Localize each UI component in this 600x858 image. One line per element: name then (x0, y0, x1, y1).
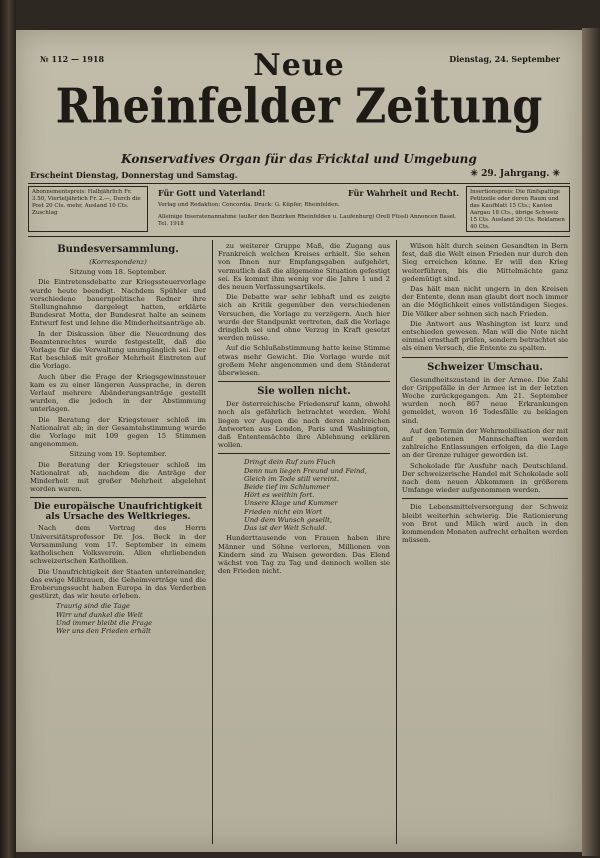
article-paragraph: Schokolade für Ausfuhr nach Deutschland. Der schweizerische Handel mit Schokolade soll nach dem neuen Abkommen in größerem Umfange wieder aufgenommen werden. (402, 461, 568, 495)
masthead-title-line1: Neue (253, 48, 345, 83)
article-paragraph: Der österreichische Friedensruf kann, obwohl noch als gefährlich betrachtet werden. Wohl liegen vor Augen die nach deren zahlreichen Antworten aus London, Paris und Washington, daß Ententemächte ihre Ablehnung erklären wollen. (218, 400, 390, 450)
ad-agency-line: Alleinige Inseratenannahme (außer den Bezirken Rheinfelden u. Laufenburg) Orell Füssli Annoncen Basel. Tel. 1918 (158, 214, 457, 227)
section-rule (218, 453, 390, 454)
article-paragraph: Wilson hält durch seinen Gesandten in Bern fest, daß die Welt einen Frieden nur durch den Sieg erreichen könne. Er will den Krieg weiterführen, bis die Mittelmächte ganz gedemütigt sind. (402, 242, 568, 283)
article-paragraph: Die Eintretensdebatte zur Kriegssteuervorlage wurde heute beendigt. Nachdem Spühler und verschiedene bauernpolitische Redner ihre Stellungnahme dargelegt hatten, erklärte Bundesrat Motta, der Bundesrat halte an seinem Entwurf fest und lehne die Minderheitsanträge ab. (30, 278, 206, 328)
masthead-rule (28, 183, 570, 184)
article-paragraph: Die Lebensmittelversorgung der Schweiz bleibt weiterhin schwierig. Die Rationierung von Brot und Milch wird auch in den kommenden Monaten aufrecht erhalten werden müssen. (402, 503, 568, 545)
section-rule (218, 381, 390, 382)
article-paragraph: Gesundheitszustand in der Armee. Die Zahl der Grippefälle in der Armee ist in der letzten Woche zurückgegangen. Am 21. September wurden noch 867 neue Erkrankungen gemeldet, wovon 16 Todesfälle zu beklagen sind. (402, 375, 568, 425)
masthead-title-line2: Rheinfelder Zeitung (55, 79, 543, 135)
column-divider-2 (396, 240, 397, 844)
section-rule (402, 498, 568, 499)
article-byline: (Korrespondenz) (89, 258, 147, 266)
publisher-line: Verlag und Redaktion: Concordia. Druck: G. Küpfer, Rheinfelden. (158, 202, 340, 208)
column-3 (402, 242, 568, 842)
poem (218, 458, 390, 532)
info-bar (28, 186, 570, 234)
article-paragraph: Nach dem Vortrag des Herrn Universitätsprofessor Dr. Jos. Beck in der Versammlung vom 17. September in einem katholischen Volksverein. Allen ehrliebenden schweizerischen Katholiken. (30, 524, 206, 566)
article-paragraph: Die Beratung der Kriegsteuer schloß im Nationalrat ab; in der Gesamtabstimmung wurde die Vorlage mit 109 gegen 15 Stimmen angenommen. (30, 415, 206, 449)
advertising-rates-box: Insertionspreis: Die fünfspaltige Petitzeile oder deren Raum und das Kaufblatt 15 Cts.; Kanton Aargau 18 Cts., übrige Schweiz 15 Cts. Ausland 20 Cts. Reklamen 40 Cts. (466, 186, 570, 232)
poem-line: Und immer bleibt die Frage (56, 618, 153, 627)
motto-left: Für Gott und Vaterland! (158, 188, 266, 198)
article-headline-2: Die europäische Unaufrichtigkeit als Ursache des Weltkrieges. (33, 502, 203, 523)
article-paragraph: zu weiterer Gruppe Maß, die Zugang aus Frankreich welchen Kreises erhielt. Sie sehen von Ihnen nur Empfangsgaben aufgehört, vermutlich daß die allgemeine Situation gefestigt sei. Es kommt ihm wenig vor die Jahre 1 und 2 des neuen Verfassungsartikels. (218, 242, 390, 292)
issue-number: № 112 — 1918 (40, 54, 105, 64)
poem-line: Das ist der Welt Schuld. (244, 524, 327, 533)
article-paragraph: Die Beratung der Kriegsteuer schloß im Nationalrat ab, nachdem die Anträge der Minderheit mit großer Mehrheit abgelehnt worden waren. (30, 460, 206, 494)
volume-year: ✳ 29. Jahrgang. ✳ (470, 169, 560, 179)
info-bar-rule (28, 236, 570, 237)
poem-line: Wer uns den Frieden erhält (56, 626, 151, 635)
poem-line: Gleich im Tode still vereint. (244, 474, 340, 483)
article-paragraph: Hunderttausende von Frauen haben ihre Männer und Söhne verloren, Millionen von Kindern sind zu Waisen geworden. Das Elend wächst von Tag zu Tag und dennoch wollen sie den Frieden nicht. (218, 534, 390, 576)
poem (30, 602, 206, 635)
poem-line: Denn nun liegen Freund und Feind, (244, 466, 367, 475)
poem-line: Beide tief im Schlummer (244, 483, 330, 492)
poem-line: Dringt dein Ruf zum Fluch (244, 458, 336, 467)
section-rule (30, 497, 206, 498)
article-headline: Bundesversammlung. (57, 244, 179, 255)
article-headline: Schweizer Umschau. (427, 361, 543, 373)
page-edge (582, 28, 600, 856)
newspaper-page (16, 30, 582, 852)
article-paragraph: In der Diskussion über die Neuordnung des Beamtenrechtes wurde festgestellt, daß die Vorlage für die Verwaltung unumgänglich sei. Der Rat beschloß mit großer Mehrheit Eintreten auf die Vorlage. (30, 329, 206, 371)
session-date-2: Sitzung vom 19. September. (69, 450, 167, 459)
column-2 (218, 242, 390, 842)
article-paragraph: Die Unaufrichtigkeit der Staaten untereinander, das ewige Mißtrauen, die Geheimverträge und die Eroberungssucht haben Europa in das Verderben gestürzt, das wir heute erleben. (30, 567, 206, 601)
session-date: Sitzung vom 18. September. (69, 268, 167, 277)
article-paragraph: Das hält man nicht ungern in den Kreisen der Entente, denn man glaubt dort noch immer an die Möglichkeit eines vollständigen Sieges. Die Völker aber sehnen sich nach Frieden. (402, 285, 568, 318)
column-1 (30, 242, 206, 842)
article-paragraph: Die Debatte war sehr lebhaft und es zeigte sich an Kritik gegenüber den verschiedenen Versuchen, die Vorlage zu verzögern. Auch hier wurde der Standpunkt vertreten, daß die Vorlage dringlich sei und ohne Verzug in Kraft gesetzt werden müsse. (218, 293, 390, 343)
masthead-subtitle: Konservatives Organ für das Fricktal und Umgebung (121, 152, 477, 166)
book-binding (0, 0, 16, 858)
poem-line: Unsere Klage und Kummer (244, 499, 338, 508)
poem-line: Wirr und dunkel die Welt (56, 610, 143, 619)
issue-date: Dienstag, 24. September (449, 54, 560, 64)
column-divider-1 (212, 240, 213, 844)
article-paragraph: Die Antwort aus Washington ist kurz und entschieden gewesen. Man will die Note nicht einmal ernsthaft prüfen, sondern betrachtet sie als einen Versuch, die Entente zu spalten. (402, 319, 568, 353)
poem-line: Hört es weithin fort. (244, 491, 315, 500)
poem-line: Frieden nicht ein Wort (244, 507, 323, 516)
article-paragraph: Auf den Termin der Wehrmobilisation der mit auf gebotenen Mannschaften werden zahlreiche Entlassungen erfolgen, da die Lage an der Grenze ruhiger geworden ist. (402, 426, 568, 460)
motto-right: Für Wahrheit und Recht. (348, 188, 460, 198)
subscription-box: Abonnementspreis: Halbjährlich Fr. 3.50, Vierteljährlich Fr. 2.—, Durch die Post 20 Cts. mehr, Ausland 10 Cts. Zuschlag (28, 186, 148, 232)
section-rule (402, 357, 568, 358)
poem-line: Traurig sind die Tage (56, 602, 130, 611)
publication-days: Erscheint Dienstag, Donnerstag und Samstag. (30, 170, 238, 180)
article-headline: Sie wollen nicht. (257, 386, 351, 398)
article-paragraph: Auf die Schlußabstimmung hatte keine Stimme etwas mehr Gewicht. Die Vorlage wurde mit großem Mehr angenommen und dem Ständerat überwiesen. (218, 344, 390, 378)
poem-line: Und dem Wunsch gesellt, (244, 515, 333, 524)
article-paragraph: Auch über die Frage der Kriegsgewinnsteuer kam es zu einer längeren Aussprache, in deren Verlauf mehrere Abänderungsanträge gestellt wurden, die jedoch in der Abstimmung unterlagen. (30, 372, 206, 414)
